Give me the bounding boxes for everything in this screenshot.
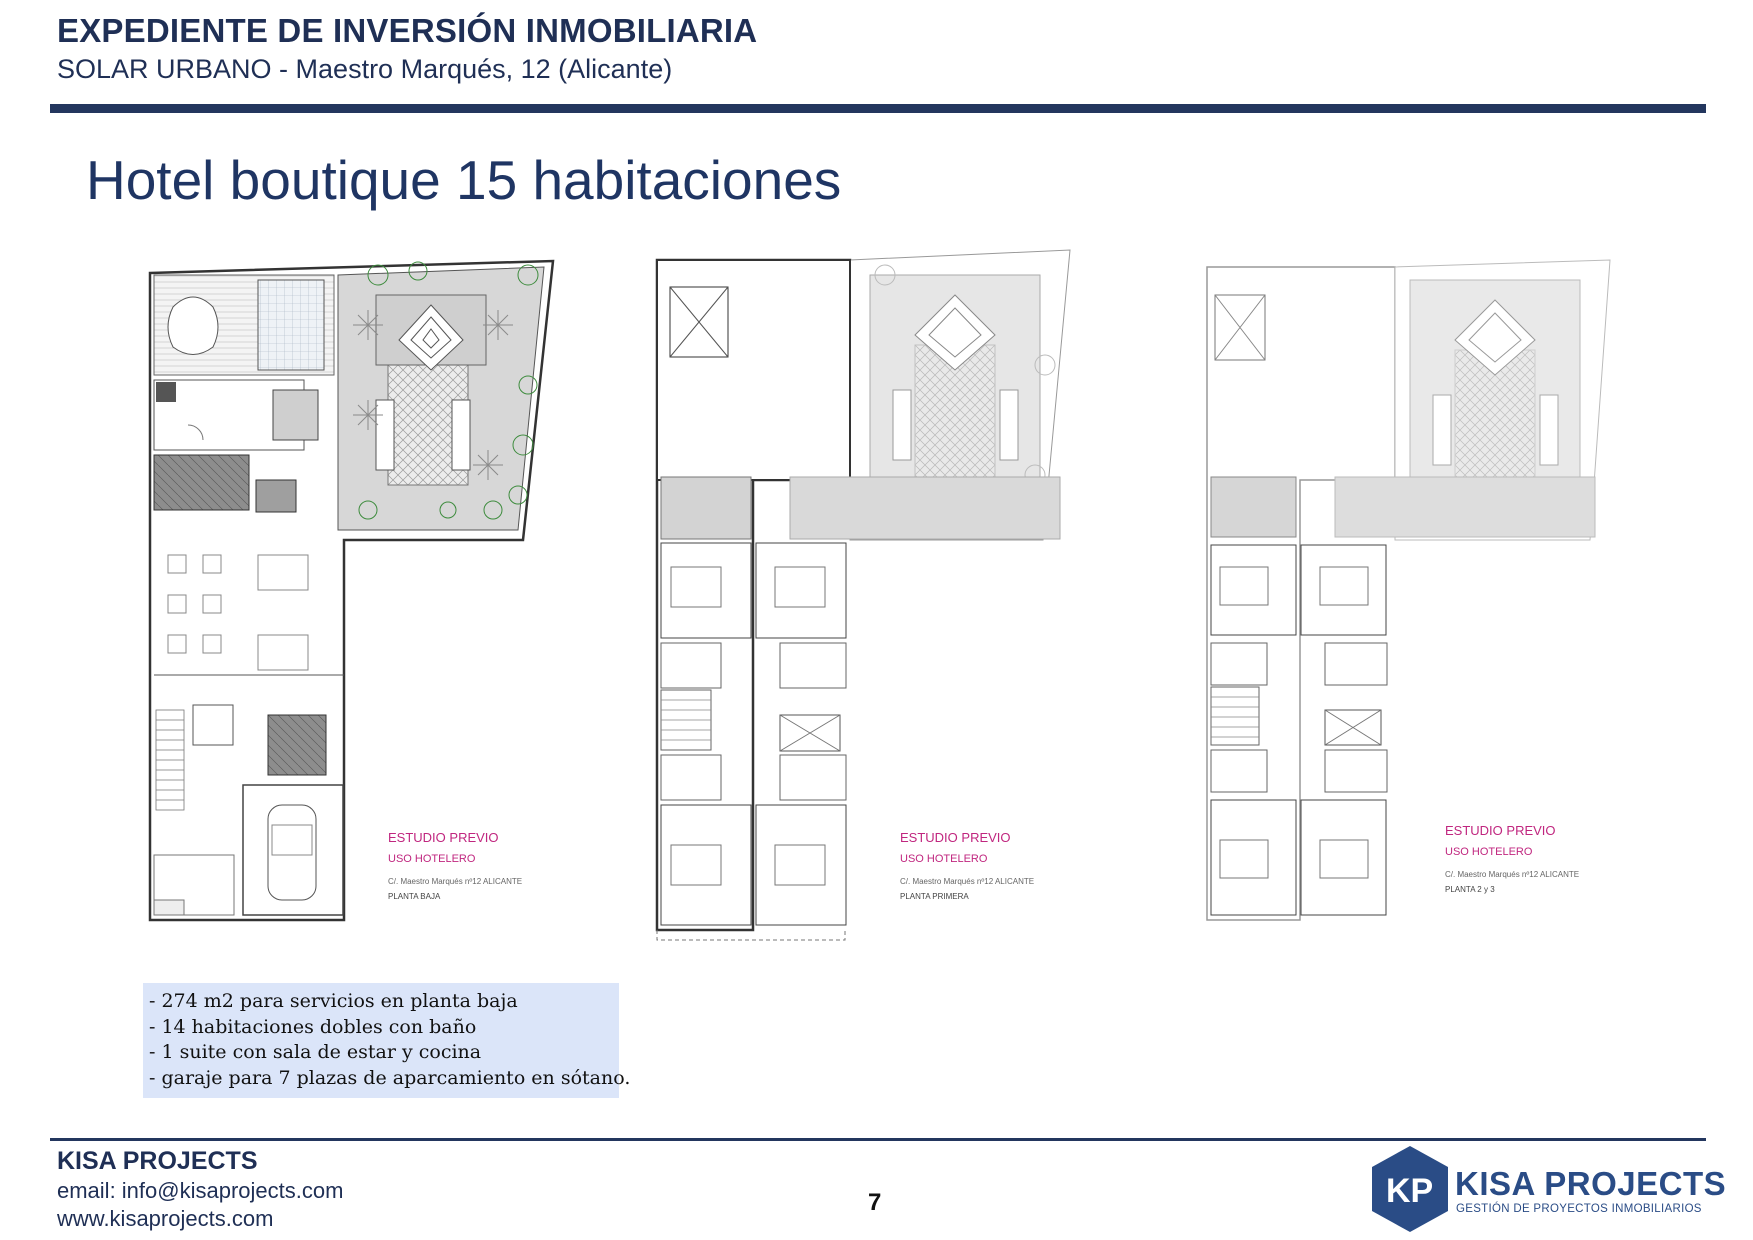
logo-name: KISA PROJECTS bbox=[1455, 1165, 1727, 1202]
plan-address: C/. Maestro Marqués nº12 ALICANTE bbox=[1445, 870, 1580, 879]
logo-mark: KP bbox=[1386, 1172, 1434, 1210]
document-title: EXPEDIENTE DE INVERSIÓN INMOBILIARIA bbox=[57, 12, 758, 49]
feature-item: - 274 m2 para servicios en planta baja bbox=[149, 990, 518, 1012]
plan-heading: ESTUDIO PREVIO bbox=[388, 830, 499, 845]
page-title: Hotel boutique 15 habitaciones bbox=[86, 149, 842, 211]
footer-website[interactable]: www.kisaprojects.com bbox=[57, 1206, 274, 1231]
logo-tagline: GESTIÓN DE PROYECTOS INMOBILIARIOS bbox=[1456, 1203, 1702, 1215]
plan-floor: PLANTA 2 y 3 bbox=[1445, 885, 1495, 894]
feature-item: - 1 suite con sala de estar y cocina bbox=[149, 1041, 482, 1063]
floor-plan-ground bbox=[148, 255, 568, 935]
company-logo bbox=[1368, 1143, 1727, 1235]
plan-floor: PLANTA BAJA bbox=[388, 892, 441, 901]
footer-email[interactable]: email: info@kisaprojects.com bbox=[57, 1178, 344, 1203]
footer-divider bbox=[50, 1138, 1706, 1141]
page-number: 7 bbox=[868, 1189, 882, 1216]
feature-item: - 14 habitaciones dobles con baño bbox=[149, 1015, 477, 1038]
plan-use: USO HOTELERO bbox=[900, 853, 988, 865]
plan-address: C/. Maestro Marqués nº12 ALICANTE bbox=[900, 877, 1035, 886]
document-subtitle: SOLAR URBANO - Maestro Marqués, 12 (Alicante) bbox=[57, 54, 673, 84]
plan-floor: PLANTA PRIMERA bbox=[900, 892, 969, 901]
features-list bbox=[143, 983, 631, 1098]
plan-use: USO HOTELERO bbox=[1445, 846, 1533, 858]
plan-heading: ESTUDIO PREVIO bbox=[1445, 823, 1556, 838]
footer-company: KISA PROJECTS bbox=[57, 1147, 258, 1175]
floor-plan-first bbox=[655, 245, 1095, 945]
plan-address: C/. Maestro Marqués nº12 ALICANTE bbox=[388, 877, 523, 886]
floor-plan-second-third bbox=[1205, 255, 1625, 935]
feature-item: - garaje para 7 plazas de aparcamiento en sótano. bbox=[149, 1066, 631, 1089]
header-divider bbox=[50, 104, 1706, 113]
plan-use: USO HOTELERO bbox=[388, 853, 476, 865]
plan-heading: ESTUDIO PREVIO bbox=[900, 830, 1011, 845]
